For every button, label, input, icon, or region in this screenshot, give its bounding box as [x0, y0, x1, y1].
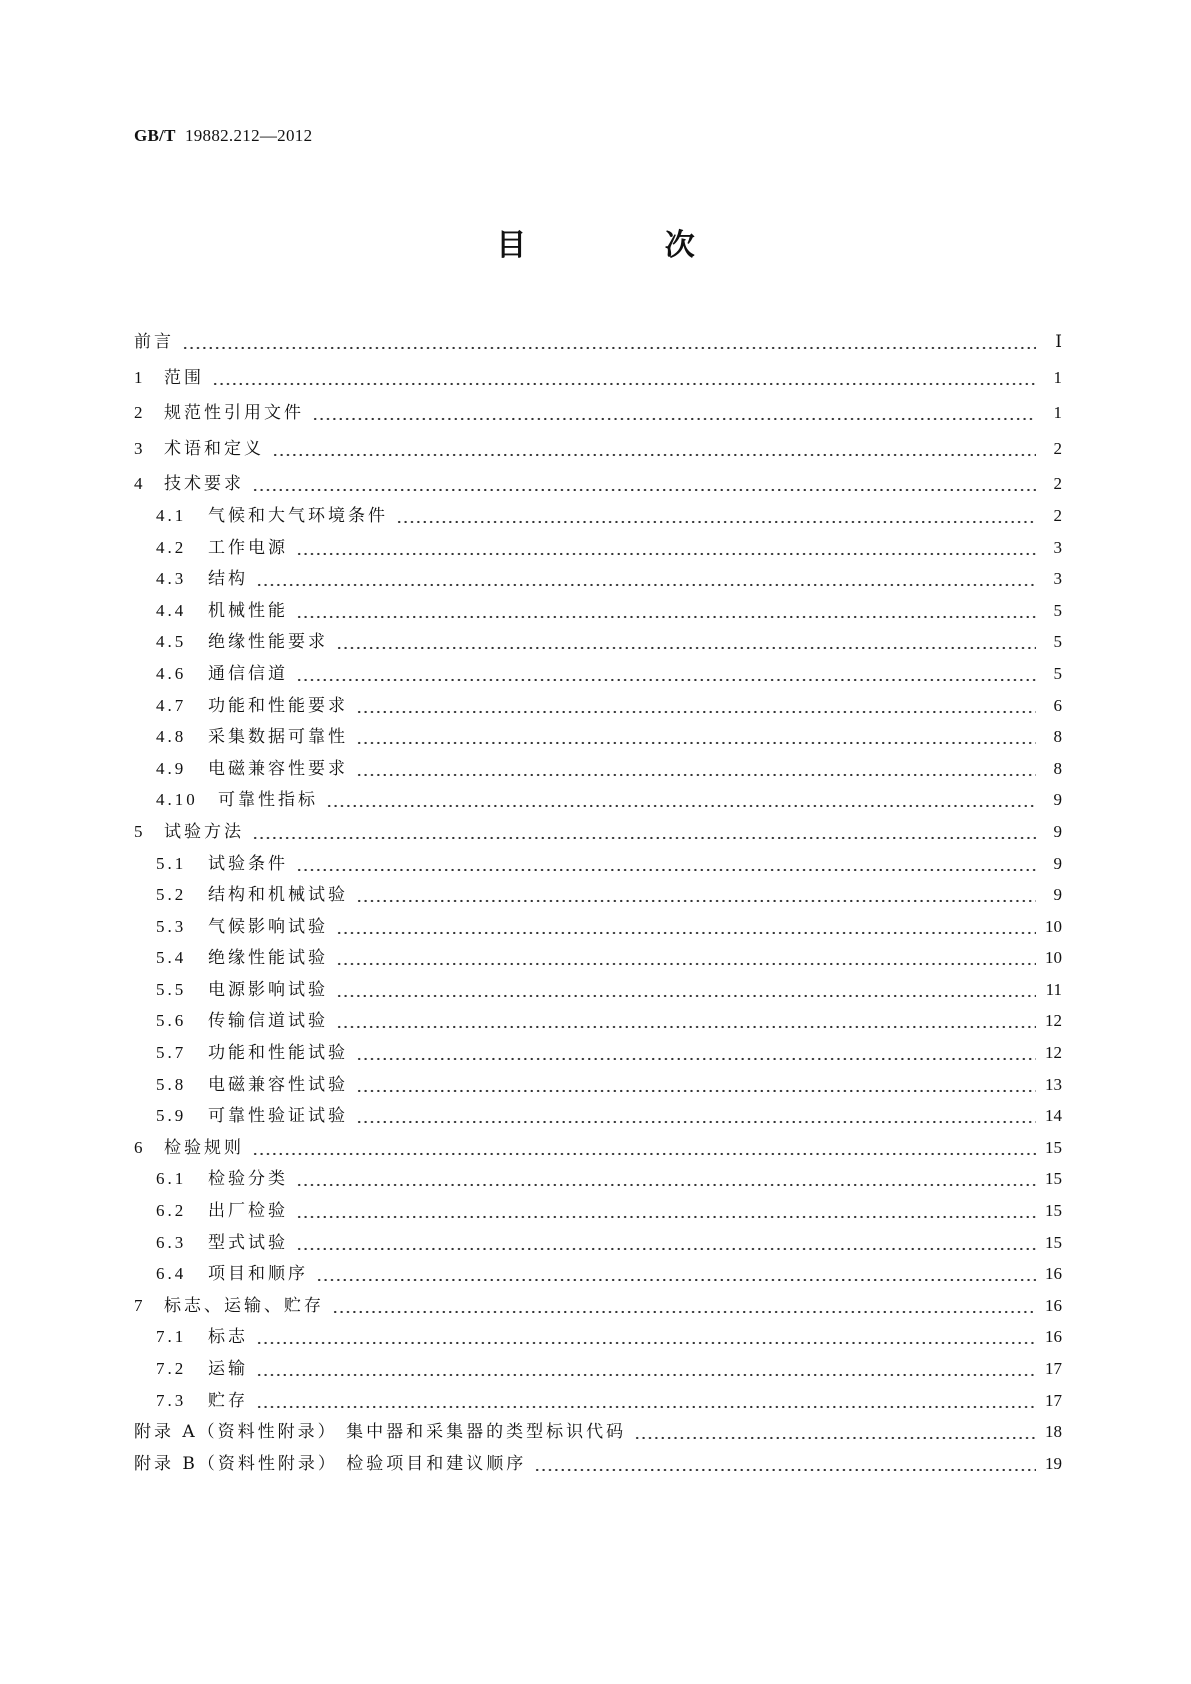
toc-entry[interactable] — [134, 912, 1062, 944]
toc-dot-leader — [256, 568, 1036, 586]
toc-entry[interactable] — [134, 1417, 1062, 1449]
toc-entry-page: 10 — [1045, 948, 1062, 968]
toc-entry-number: 5.4 — [156, 948, 187, 968]
toc-dot-leader — [326, 789, 1036, 807]
toc-entry-page: 18 — [1045, 1422, 1062, 1442]
toc-entry-number: 4.10 — [156, 790, 198, 810]
document-code-prefix: GB/T — [134, 126, 176, 145]
toc-entry-title: 绝缘性能要求 — [208, 632, 328, 653]
toc-entry-number: 4.6 — [156, 663, 187, 683]
table-of-contents — [134, 327, 1062, 1480]
toc-entry-title: 功能和性能要求 — [208, 695, 348, 716]
toc-entry-page: 2 — [1053, 474, 1062, 494]
toc-entry-title: 电源影响试验 — [208, 979, 328, 1000]
toc-entry-page: 3 — [1053, 537, 1062, 557]
toc-entry-number: 6.1 — [156, 1169, 187, 1189]
toc-entry[interactable] — [134, 1196, 1062, 1228]
toc-entry[interactable] — [134, 880, 1062, 912]
toc-dot-leader — [256, 1358, 1036, 1376]
toc-entry-page: 16 — [1045, 1327, 1062, 1347]
toc-dot-leader — [332, 1295, 1036, 1313]
toc-dot-leader — [356, 726, 1036, 744]
toc-entry-number: 4.4 — [156, 600, 187, 620]
toc-entry-title: 可靠性指标 — [218, 790, 318, 811]
toc-entry-page: 15 — [1045, 1137, 1062, 1157]
toc-dot-leader — [296, 663, 1036, 681]
toc-entry-number: 4.5 — [156, 632, 187, 652]
toc-entry-page: 9 — [1053, 885, 1062, 905]
toc-entry[interactable] — [134, 975, 1062, 1007]
toc-entry-title: 气候和大气环境条件 — [208, 505, 388, 526]
toc-entry[interactable] — [134, 1006, 1062, 1038]
toc-entry-number: 4.7 — [156, 695, 187, 715]
toc-entry-number: 6 — [134, 1137, 146, 1157]
toc-entry-title: 电磁兼容性要求 — [208, 758, 348, 779]
toc-dot-leader — [296, 600, 1036, 618]
toc-entry-page: 17 — [1045, 1359, 1062, 1378]
toc-entry-number: 5.3 — [156, 916, 187, 936]
toc-dot-leader — [256, 1326, 1036, 1344]
toc-entry[interactable] — [134, 1133, 1062, 1165]
toc-dot-leader — [634, 1421, 1036, 1439]
toc-dot-leader — [336, 1010, 1036, 1028]
toc-entry[interactable] — [134, 1259, 1062, 1291]
toc-entry-number: 5.7 — [156, 1043, 187, 1063]
toc-entry-title: 采集数据可靠性 — [208, 727, 348, 748]
toc-entry[interactable] — [134, 722, 1062, 754]
toc-entry-number: 5.5 — [156, 979, 187, 999]
toc-entry-title: 检验规则 — [164, 1137, 244, 1158]
toc-entry-title: 可靠性验证试验 — [208, 1106, 348, 1127]
toc-entry-title: 贮存 — [208, 1390, 248, 1411]
toc-dot-leader — [534, 1453, 1036, 1471]
toc-entry[interactable] — [134, 327, 1062, 359]
toc-entry-title: 试验条件 — [208, 853, 288, 874]
toc-entry-number: 5.9 — [156, 1106, 187, 1126]
toc-entry-title: 气候影响试验 — [208, 916, 328, 937]
toc-dot-leader — [396, 505, 1036, 523]
toc-entry-number: 5.1 — [156, 853, 187, 873]
toc-entry-page: 19 — [1045, 1453, 1062, 1473]
toc-entry-number: 5.6 — [156, 1011, 187, 1031]
toc-entry-number: 5 — [134, 821, 146, 841]
toc-entry-page: 9 — [1053, 790, 1062, 810]
toc-dot-leader — [182, 331, 1036, 349]
toc-entry[interactable] — [134, 469, 1062, 501]
toc-entry-number: 4.8 — [156, 727, 187, 747]
toc-dot-leader — [256, 1390, 1036, 1408]
toc-entry-number: 6.2 — [156, 1201, 187, 1221]
toc-dot-leader — [316, 1263, 1036, 1281]
toc-dot-leader — [336, 947, 1036, 965]
toc-entry-number: 4.1 — [156, 505, 187, 525]
toc-entry-page: 5 — [1053, 663, 1062, 683]
toc-entry-title: 范围 — [164, 367, 204, 388]
page-title: 目 次 — [496, 228, 759, 263]
toc-entry[interactable] — [134, 1354, 1062, 1386]
toc-entry-page: 1 — [1053, 367, 1062, 387]
toc-dot-leader — [356, 695, 1036, 713]
toc-entry-title: 项目和顺序 — [208, 1264, 308, 1285]
toc-entry[interactable] — [134, 754, 1062, 786]
toc-entry[interactable] — [134, 849, 1062, 881]
toc-entry-page: 16 — [1045, 1264, 1062, 1284]
toc-entry-title: 功能和性能试验 — [208, 1043, 348, 1064]
toc-dot-leader — [356, 1042, 1036, 1060]
toc-entry-page: 5 — [1053, 600, 1062, 620]
toc-entry-title: 技术要求 — [164, 474, 244, 495]
toc-entry[interactable] — [134, 1386, 1062, 1418]
toc-entry-title: 传输信道试验 — [208, 1011, 328, 1032]
toc-entry-page: 2 — [1053, 438, 1062, 458]
toc-entry-page: 9 — [1053, 853, 1062, 873]
toc-dot-leader — [356, 1074, 1036, 1092]
toc-dot-leader — [356, 1105, 1036, 1123]
toc-entry-number: 5.8 — [156, 1074, 187, 1094]
toc-dot-leader — [296, 1168, 1036, 1186]
toc-entry[interactable] — [134, 533, 1062, 565]
toc-entry-title: 机械性能 — [208, 600, 288, 621]
toc-entry[interactable] — [134, 943, 1062, 975]
toc-entry-page: 15 — [1045, 1169, 1062, 1189]
toc-entry[interactable] — [134, 1228, 1062, 1260]
toc-entry-page: 8 — [1053, 758, 1062, 778]
toc-dot-leader — [296, 853, 1036, 871]
toc-entry-title: 结构 — [208, 569, 248, 590]
document-code-number: 19882.212—2012 — [184, 126, 313, 145]
toc-entry[interactable] — [134, 627, 1062, 659]
toc-dot-leader — [252, 821, 1036, 839]
toc-entry-title: 通信信道 — [208, 663, 288, 684]
toc-dot-leader — [296, 537, 1036, 555]
toc-entry-page: 6 — [1053, 695, 1062, 715]
toc-entry[interactable] — [134, 785, 1062, 817]
toc-entry[interactable] — [134, 1164, 1062, 1196]
toc-entry[interactable] — [134, 1322, 1062, 1354]
document-code — [134, 126, 312, 146]
toc-entry[interactable] — [134, 817, 1062, 849]
toc-entry-page: 1 — [1053, 403, 1062, 423]
toc-entry-title: 附录 A（资料性附录） 集中器和采集器的类型标识代码 — [134, 1422, 627, 1443]
toc-entry-title: 附录 B（资料性附录） 检验项目和建议顺序 — [134, 1453, 527, 1474]
toc-dot-leader — [336, 979, 1036, 997]
toc-entry[interactable] — [134, 1291, 1062, 1323]
toc-entry-title: 运输 — [208, 1359, 248, 1379]
toc-entry[interactable] — [134, 1038, 1062, 1070]
toc-entry-page: 13 — [1045, 1074, 1062, 1094]
toc-entry[interactable] — [134, 596, 1062, 628]
toc-entry-page: Ⅰ — [1055, 332, 1062, 351]
toc-entry-number: 1 — [134, 367, 146, 387]
toc-dot-leader — [252, 1137, 1036, 1155]
toc-dot-leader — [212, 367, 1036, 385]
toc-entry-number: 7.2 — [156, 1359, 187, 1378]
toc-entry-page: 14 — [1045, 1106, 1062, 1126]
toc-entry-title: 工作电源 — [208, 537, 288, 558]
toc-dot-leader — [356, 758, 1036, 776]
toc-entry[interactable] — [134, 398, 1062, 430]
toc-entry[interactable] — [134, 564, 1062, 596]
toc-entry-title: 出厂检验 — [208, 1201, 288, 1222]
toc-entry-page: 3 — [1053, 569, 1062, 589]
toc-entry-number: 6.3 — [156, 1232, 187, 1252]
toc-entry-number: 2 — [134, 403, 146, 423]
toc-entry-title: 结构和机械试验 — [208, 885, 348, 906]
toc-entry-number: 7.1 — [156, 1327, 187, 1347]
toc-entry-title: 型式试验 — [208, 1232, 288, 1253]
toc-entry-page: 17 — [1045, 1390, 1062, 1410]
toc-entry-page: 8 — [1053, 727, 1062, 747]
toc-entry-title: 绝缘性能试验 — [208, 948, 328, 969]
toc-dot-leader — [312, 402, 1036, 420]
toc-entry-number: 7 — [134, 1295, 146, 1315]
toc-entry-title: 术语和定义 — [164, 438, 264, 459]
toc-entry[interactable] — [134, 434, 1062, 466]
toc-entry-page: 5 — [1053, 632, 1062, 652]
toc-entry-number: 7.3 — [156, 1390, 187, 1410]
toc-entry-page: 9 — [1053, 821, 1062, 841]
toc-entry-page: 2 — [1053, 505, 1062, 525]
toc-entry-page: 11 — [1045, 979, 1062, 999]
toc-entry-page: 12 — [1045, 1043, 1062, 1063]
toc-dot-leader — [336, 916, 1036, 934]
toc-entry[interactable] — [134, 691, 1062, 723]
toc-entry-page: 15 — [1045, 1201, 1062, 1221]
toc-entry-title: 电磁兼容性试验 — [208, 1074, 348, 1095]
toc-entry-number: 3 — [134, 438, 146, 458]
toc-entry[interactable] — [134, 363, 1062, 395]
toc-entry-number: 5.2 — [156, 885, 187, 905]
toc-entry-number: 4.2 — [156, 537, 187, 557]
toc-entry-page: 10 — [1045, 916, 1062, 936]
toc-entry[interactable] — [134, 1070, 1062, 1102]
toc-entry[interactable] — [134, 501, 1062, 533]
toc-dot-leader — [336, 631, 1036, 649]
toc-entry-number: 4.9 — [156, 758, 187, 778]
toc-entry[interactable] — [134, 1101, 1062, 1133]
toc-entry-title: 试验方法 — [164, 821, 244, 842]
toc-dot-leader — [252, 473, 1036, 491]
toc-entry-title: 检验分类 — [208, 1169, 288, 1190]
toc-entry-title: 前言 — [134, 332, 174, 352]
toc-entry[interactable] — [134, 659, 1062, 691]
toc-dot-leader — [296, 1200, 1036, 1218]
toc-entry-title: 标志 — [208, 1327, 248, 1348]
toc-entry-title: 规范性引用文件 — [164, 403, 304, 424]
toc-entry-number: 6.4 — [156, 1264, 187, 1284]
toc-entry-title: 标志、运输、贮存 — [164, 1295, 324, 1316]
toc-entry-page: 12 — [1045, 1011, 1062, 1031]
toc-entry-page: 16 — [1045, 1295, 1062, 1315]
toc-dot-leader — [272, 438, 1036, 456]
toc-entry-number: 4 — [134, 474, 146, 494]
toc-entry-page: 15 — [1045, 1232, 1062, 1252]
toc-dot-leader — [296, 1232, 1036, 1250]
toc-entry-number: 4.3 — [156, 569, 187, 589]
toc-entry[interactable] — [134, 1449, 1062, 1481]
toc-dot-leader — [356, 884, 1036, 902]
